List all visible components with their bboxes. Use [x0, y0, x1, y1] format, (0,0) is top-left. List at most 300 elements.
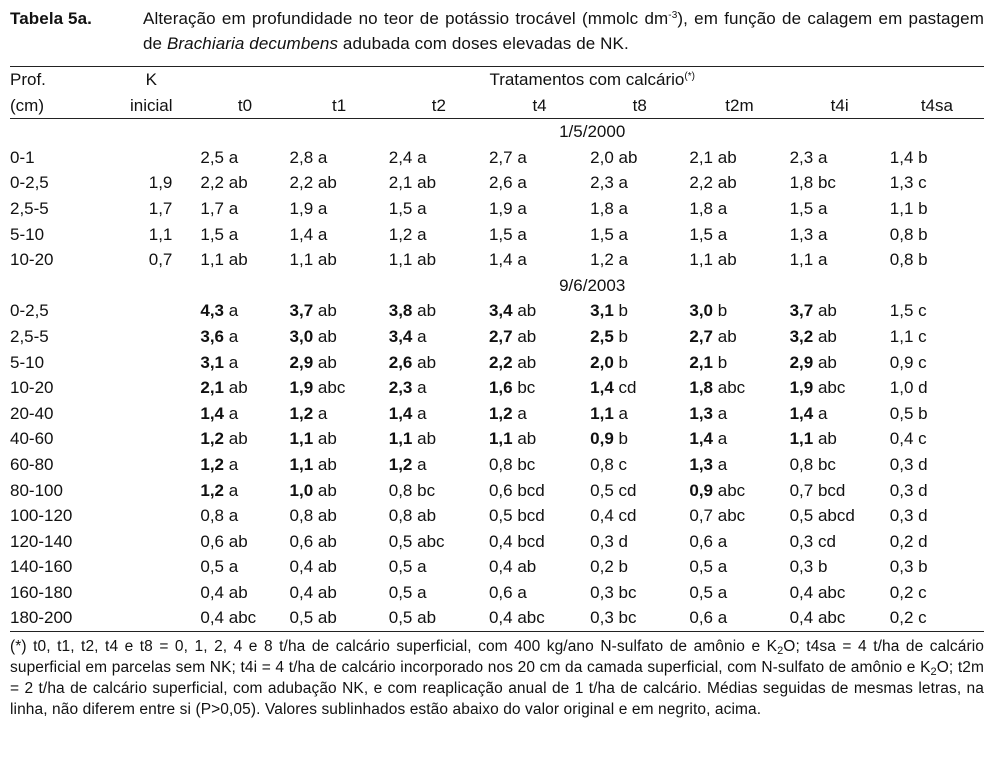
table-row: [10, 298, 984, 324]
cell-value: 0,3: [590, 608, 614, 628]
cell-letters: ab: [417, 301, 437, 321]
value-cell: [290, 350, 389, 376]
value-cell: [590, 247, 689, 273]
cell-letters: a: [517, 582, 527, 602]
cell-value: 2,3: [789, 147, 814, 167]
cell-letters: b: [918, 147, 928, 167]
cell-letters: b: [918, 557, 928, 577]
value-cell: [890, 478, 984, 504]
cell-letters: b: [618, 326, 628, 346]
table-row: [10, 222, 984, 248]
footnote-subscript-1: 2: [777, 645, 784, 658]
cell-letters: abc: [817, 582, 846, 602]
cell-value: 2,1: [689, 147, 713, 167]
value-cell: [689, 401, 789, 427]
value-cell: [200, 554, 289, 580]
caption-text-part1: Alteração em profundidade no teor de potássio trocável (mmolc dm: [143, 9, 669, 28]
value-cell: [790, 222, 890, 248]
cell-letters: d: [918, 378, 928, 398]
cell-value: 1,4: [200, 403, 225, 423]
value-cell: [689, 580, 789, 606]
cell-letters: a: [417, 403, 427, 423]
value-cell: [389, 350, 489, 376]
value-cell: [489, 401, 590, 427]
cell-letters: ab: [317, 301, 337, 321]
value-cell: [689, 324, 789, 350]
cell-letters: a: [417, 454, 427, 474]
cell-value: 0,6: [689, 608, 713, 628]
cell-value: 0,4: [789, 582, 814, 602]
footnote-part3: O; t2m = 2 t/ha de calcário superficial, com adubação NK, e com reaplicação anual de 1 t/ha de calcário. Médias seguidas de mesmas letras, na linha, não diferem entre si (P>0,05). Valores sublinhados estão abaixo do valor original e em negrito, acima.: [10, 659, 985, 719]
cell-value: 1,3: [889, 173, 914, 193]
cell-letters: a: [717, 198, 728, 218]
cell-value: 0,8: [388, 480, 413, 500]
value-cell: [890, 222, 984, 248]
k-initial-cell: [102, 298, 200, 324]
cell-letters: ab: [228, 531, 248, 551]
value-cell: [890, 580, 984, 606]
cell-value: 3,7: [789, 301, 814, 321]
value-cell: [689, 375, 789, 401]
value-cell: [389, 196, 489, 222]
header-row-2: [10, 93, 984, 119]
cell-value: 0,9: [590, 429, 614, 449]
header-row-1: [10, 67, 984, 93]
value-cell: [790, 324, 890, 350]
value-cell: [389, 503, 489, 529]
cell-letters: a: [717, 403, 728, 423]
cell-letters: a: [817, 147, 828, 167]
k-initial-cell: [102, 145, 200, 171]
cell-letters: bcd: [517, 480, 545, 500]
value-cell: [590, 605, 689, 631]
cell-letters: ab: [317, 326, 337, 346]
value-cell: [200, 375, 289, 401]
cell-value: 3,4: [488, 301, 513, 321]
cell-letters: cd: [618, 378, 637, 398]
cell-value: 0,8: [590, 454, 614, 474]
cell-value: 1,7: [200, 198, 225, 218]
value-cell: [790, 605, 890, 631]
value-cell: [290, 452, 389, 478]
value-cell: [290, 247, 389, 273]
k-initial-cell: [102, 605, 200, 631]
cell-letters: b: [918, 198, 928, 218]
k-initial-cell: [102, 529, 200, 555]
value-cell: [389, 170, 489, 196]
cell-letters: ab: [717, 147, 737, 167]
cell-letters: ab: [317, 250, 337, 270]
cell-value: 1,9: [488, 198, 513, 218]
cell-value: 0,7: [789, 480, 814, 500]
cell-letters: cd: [817, 531, 836, 551]
cell-value: 2,7: [488, 326, 513, 346]
depth-cell: 10-20: [10, 250, 54, 270]
cell-value: 2,3: [388, 378, 413, 398]
caption-text: [143, 6, 984, 56]
value-cell: [590, 478, 689, 504]
cell-value: 1,4: [889, 147, 914, 167]
k-initial-cell: [102, 426, 200, 452]
value-cell: [489, 170, 590, 196]
value-cell: [590, 350, 689, 376]
cell-letters: bc: [817, 173, 836, 193]
cell-letters: b: [918, 250, 928, 270]
cell-letters: a: [618, 173, 628, 193]
cell-letters: a: [817, 224, 828, 244]
cell-letters: ab: [317, 557, 337, 577]
value-cell: [489, 478, 590, 504]
cell-value: 2,3: [590, 173, 614, 193]
table-row: [10, 247, 984, 273]
depth-cell: 20-40: [10, 403, 54, 423]
group-row: [10, 119, 984, 145]
value-cell: [200, 247, 289, 273]
value-cell: [290, 605, 389, 631]
cell-letters: a: [417, 582, 427, 602]
cell-value: 1,6: [488, 378, 513, 398]
cell-letters: bc: [618, 608, 637, 628]
cell-value: 0,4: [789, 608, 814, 628]
group-date: 1/5/2000: [559, 122, 626, 142]
cell-letters: a: [417, 198, 427, 218]
cell-letters: abc: [717, 378, 746, 398]
value-cell: [200, 298, 289, 324]
cell-value: 3,0: [689, 301, 713, 321]
cell-value: 2,1: [388, 173, 413, 193]
k-initial-cell: [102, 503, 200, 529]
cell-letters: ab: [817, 326, 837, 346]
cell-value: 2,2: [200, 173, 225, 193]
cell-value: 0,7: [689, 506, 713, 526]
header-column-t2m: t2m: [689, 93, 789, 119]
value-cell: [290, 222, 389, 248]
cell-value: 1,5: [590, 224, 614, 244]
cell-value: 0,2: [889, 531, 914, 551]
cell-value: 1,1: [488, 429, 513, 449]
k-initial-cell: [102, 401, 200, 427]
cell-letters: c: [918, 352, 927, 372]
value-cell: [890, 247, 984, 273]
value-cell: [790, 452, 890, 478]
value-cell: [389, 375, 489, 401]
value-cell: [489, 145, 590, 171]
value-cell: [590, 222, 689, 248]
value-cell: [389, 529, 489, 555]
cell-letters: c: [618, 454, 628, 474]
table-row: [10, 324, 984, 350]
cell-value: 2,7: [689, 326, 713, 346]
value-cell: [790, 170, 890, 196]
cell-value: 1,8: [689, 378, 713, 398]
cell-letters: bc: [517, 378, 536, 398]
value-cell: [790, 503, 890, 529]
caption-species: Brachiaria decumbens: [166, 34, 339, 53]
table-row: [10, 503, 984, 529]
cell-letters: c: [918, 608, 927, 628]
cell-letters: bcd: [817, 480, 846, 500]
value-cell: [290, 170, 389, 196]
cell-letters: a: [228, 224, 239, 244]
header-column-t1: t1: [290, 93, 389, 119]
header-column-t8: t8: [590, 93, 689, 119]
value-cell: [290, 554, 389, 580]
cell-value: 1,9: [789, 378, 814, 398]
cell-value: 1,1: [388, 250, 413, 270]
cell-value: 1,4: [388, 403, 413, 423]
cell-value: 1,1: [689, 250, 713, 270]
cell-value: 0,3: [889, 557, 914, 577]
cell-value: 0,5: [200, 557, 225, 577]
value-cell: [689, 170, 789, 196]
cell-value: 0,8: [289, 506, 314, 526]
k-initial-cell: 1,7: [148, 198, 173, 218]
cell-letters: d: [918, 531, 928, 551]
cell-letters: ab: [817, 429, 837, 449]
value-cell: [790, 401, 890, 427]
cell-value: 2,9: [789, 352, 814, 372]
table-row: [10, 145, 984, 171]
cell-value: 1,0: [889, 378, 914, 398]
cell-value: 1,9: [289, 378, 314, 398]
cell-letters: a: [618, 403, 628, 423]
header-k-initial: inicial: [102, 93, 200, 119]
value-cell: [790, 196, 890, 222]
cell-value: 1,4: [789, 403, 814, 423]
cell-letters: abcd: [817, 506, 855, 526]
cell-letters: a: [417, 326, 427, 346]
value-cell: [389, 580, 489, 606]
cell-value: 0,8: [388, 506, 413, 526]
value-cell: [890, 426, 984, 452]
cell-value: 0,4: [488, 608, 513, 628]
cell-value: 1,8: [689, 198, 713, 218]
value-cell: [290, 478, 389, 504]
cell-letters: bcd: [517, 506, 545, 526]
value-cell: [890, 145, 984, 171]
cell-letters: a: [228, 480, 239, 500]
k-initial-cell: 1,1: [148, 224, 173, 244]
cell-value: 1,4: [590, 378, 614, 398]
value-cell: [290, 324, 389, 350]
cell-value: 1,4: [289, 224, 314, 244]
cell-value: 0,4: [488, 557, 513, 577]
caption-unit-superscript: -3: [668, 10, 678, 21]
value-cell: [790, 478, 890, 504]
cell-letters: c: [918, 301, 927, 321]
cell-value: 0,5: [388, 582, 413, 602]
cell-letters: ab: [417, 173, 437, 193]
value-cell: [200, 605, 289, 631]
cell-letters: a: [228, 352, 239, 372]
cell-letters: ab: [317, 531, 337, 551]
cell-value: 2,1: [689, 352, 713, 372]
cell-value: 0,4: [289, 557, 314, 577]
value-cell: [290, 298, 389, 324]
cell-letters: ab: [417, 352, 437, 372]
cell-letters: bc: [417, 480, 436, 500]
cell-value: 2,7: [488, 147, 513, 167]
cell-value: 0,2: [889, 608, 914, 628]
value-cell: [489, 196, 590, 222]
cell-value: 3,1: [590, 301, 614, 321]
value-cell: [489, 529, 590, 555]
cell-value: 1,5: [488, 224, 513, 244]
value-cell: [590, 554, 689, 580]
value-cell: [389, 298, 489, 324]
cell-letters: a: [228, 506, 239, 526]
cell-letters: ab: [228, 582, 248, 602]
cell-value: 0,8: [889, 224, 914, 244]
cell-letters: b: [918, 403, 928, 423]
cell-value: 1,2: [488, 403, 513, 423]
cell-letters: d: [918, 506, 928, 526]
cell-value: 1,5: [889, 301, 914, 321]
value-cell: [790, 145, 890, 171]
value-cell: [389, 324, 489, 350]
header-prof-unit: (cm): [10, 93, 102, 119]
cell-value: 0,5: [689, 582, 713, 602]
cell-letters: bc: [618, 582, 637, 602]
cell-value: 2,4: [388, 147, 413, 167]
caption-label: Tabela 5a.: [10, 9, 92, 28]
cell-letters: ab: [817, 352, 837, 372]
depth-cell: 120-140: [10, 531, 73, 551]
cell-value: 0,4: [200, 582, 225, 602]
value-cell: [890, 324, 984, 350]
group-date: 9/6/2003: [559, 275, 626, 295]
value-cell: [890, 375, 984, 401]
value-cell: [489, 375, 590, 401]
value-cell: [790, 247, 890, 273]
value-cell: [200, 350, 289, 376]
potassium-table: [10, 66, 984, 632]
value-cell: [290, 145, 389, 171]
value-cell: [489, 605, 590, 631]
table-row: [10, 426, 984, 452]
value-cell: [790, 554, 890, 580]
value-cell: [590, 170, 689, 196]
cell-value: 2,8: [289, 147, 314, 167]
cell-letters: ab: [517, 429, 537, 449]
depth-cell: 5-10: [10, 352, 45, 372]
cell-letters: abc: [817, 608, 846, 628]
value-cell: [489, 503, 590, 529]
cell-letters: b: [618, 557, 628, 577]
cell-value: 0,4: [889, 429, 914, 449]
cell-letters: ab: [317, 582, 337, 602]
cell-letters: d: [918, 454, 928, 474]
value-cell: [489, 350, 590, 376]
cell-letters: ab: [717, 250, 737, 270]
value-cell: [689, 196, 789, 222]
cell-letters: a: [317, 147, 328, 167]
table-body: [10, 119, 984, 632]
cell-letters: d: [618, 531, 628, 551]
footnote-subscript-2: 2: [930, 666, 937, 679]
cell-value: 2,2: [689, 173, 713, 193]
value-cell: [689, 426, 789, 452]
cell-letters: ab: [417, 608, 437, 628]
value-cell: [689, 503, 789, 529]
cell-letters: ab: [317, 173, 337, 193]
value-cell: [890, 554, 984, 580]
value-cell: [489, 426, 590, 452]
cell-value: 3,4: [388, 326, 413, 346]
cell-letters: b: [618, 352, 628, 372]
cell-value: 0,5: [388, 531, 413, 551]
header-prof: Prof.: [10, 67, 102, 93]
header-column-t4sa: t4sa: [890, 93, 984, 119]
header-column-t4i: t4i: [790, 93, 890, 119]
cell-letters: a: [517, 224, 527, 244]
value-cell: [689, 222, 789, 248]
cell-letters: a: [618, 198, 628, 218]
value-cell: [689, 298, 789, 324]
value-cell: [200, 222, 289, 248]
cell-letters: abc: [817, 378, 846, 398]
cell-value: 2,0: [590, 352, 614, 372]
cell-letters: ab: [517, 557, 537, 577]
cell-letters: ab: [317, 608, 337, 628]
cell-value: 2,0: [590, 147, 614, 167]
cell-letters: abc: [417, 531, 445, 551]
cell-letters: ab: [517, 301, 537, 321]
cell-letters: a: [517, 147, 527, 167]
cell-letters: b: [717, 301, 728, 321]
table-row: [10, 401, 984, 427]
cell-letters: ab: [517, 352, 537, 372]
value-cell: [890, 196, 984, 222]
cell-letters: bc: [517, 454, 536, 474]
cell-value: 1,1: [889, 326, 914, 346]
value-cell: [790, 580, 890, 606]
cell-value: 0,3: [889, 506, 914, 526]
cell-letters: c: [918, 326, 927, 346]
value-cell: [489, 222, 590, 248]
cell-value: 1,1: [789, 250, 814, 270]
cell-letters: a: [717, 429, 728, 449]
depth-cell: 40-60: [10, 429, 54, 449]
cell-letters: ab: [417, 506, 437, 526]
cell-value: 0,3: [789, 557, 814, 577]
cell-value: 1,2: [289, 403, 314, 423]
cell-letters: a: [228, 403, 239, 423]
value-cell: [689, 247, 789, 273]
cell-value: 0,8: [889, 250, 914, 270]
cell-letters: a: [517, 173, 527, 193]
treatments-footnote-mark: (*): [684, 71, 695, 82]
cell-value: 2,2: [289, 173, 314, 193]
table-row: [10, 554, 984, 580]
value-cell: [389, 554, 489, 580]
cell-value: 0,4: [488, 531, 513, 551]
table-row: [10, 170, 984, 196]
table-row: [10, 196, 984, 222]
value-cell: [489, 580, 590, 606]
cell-letters: b: [717, 352, 728, 372]
cell-letters: a: [417, 147, 427, 167]
cell-value: 1,9: [289, 198, 314, 218]
value-cell: [290, 401, 389, 427]
value-cell: [389, 145, 489, 171]
cell-value: 0,8: [488, 454, 513, 474]
cell-letters: ab: [317, 506, 337, 526]
cell-letters: abc: [317, 378, 346, 398]
cell-value: 0,5: [388, 608, 413, 628]
header-column-t4: t4: [489, 93, 590, 119]
value-cell: [689, 529, 789, 555]
